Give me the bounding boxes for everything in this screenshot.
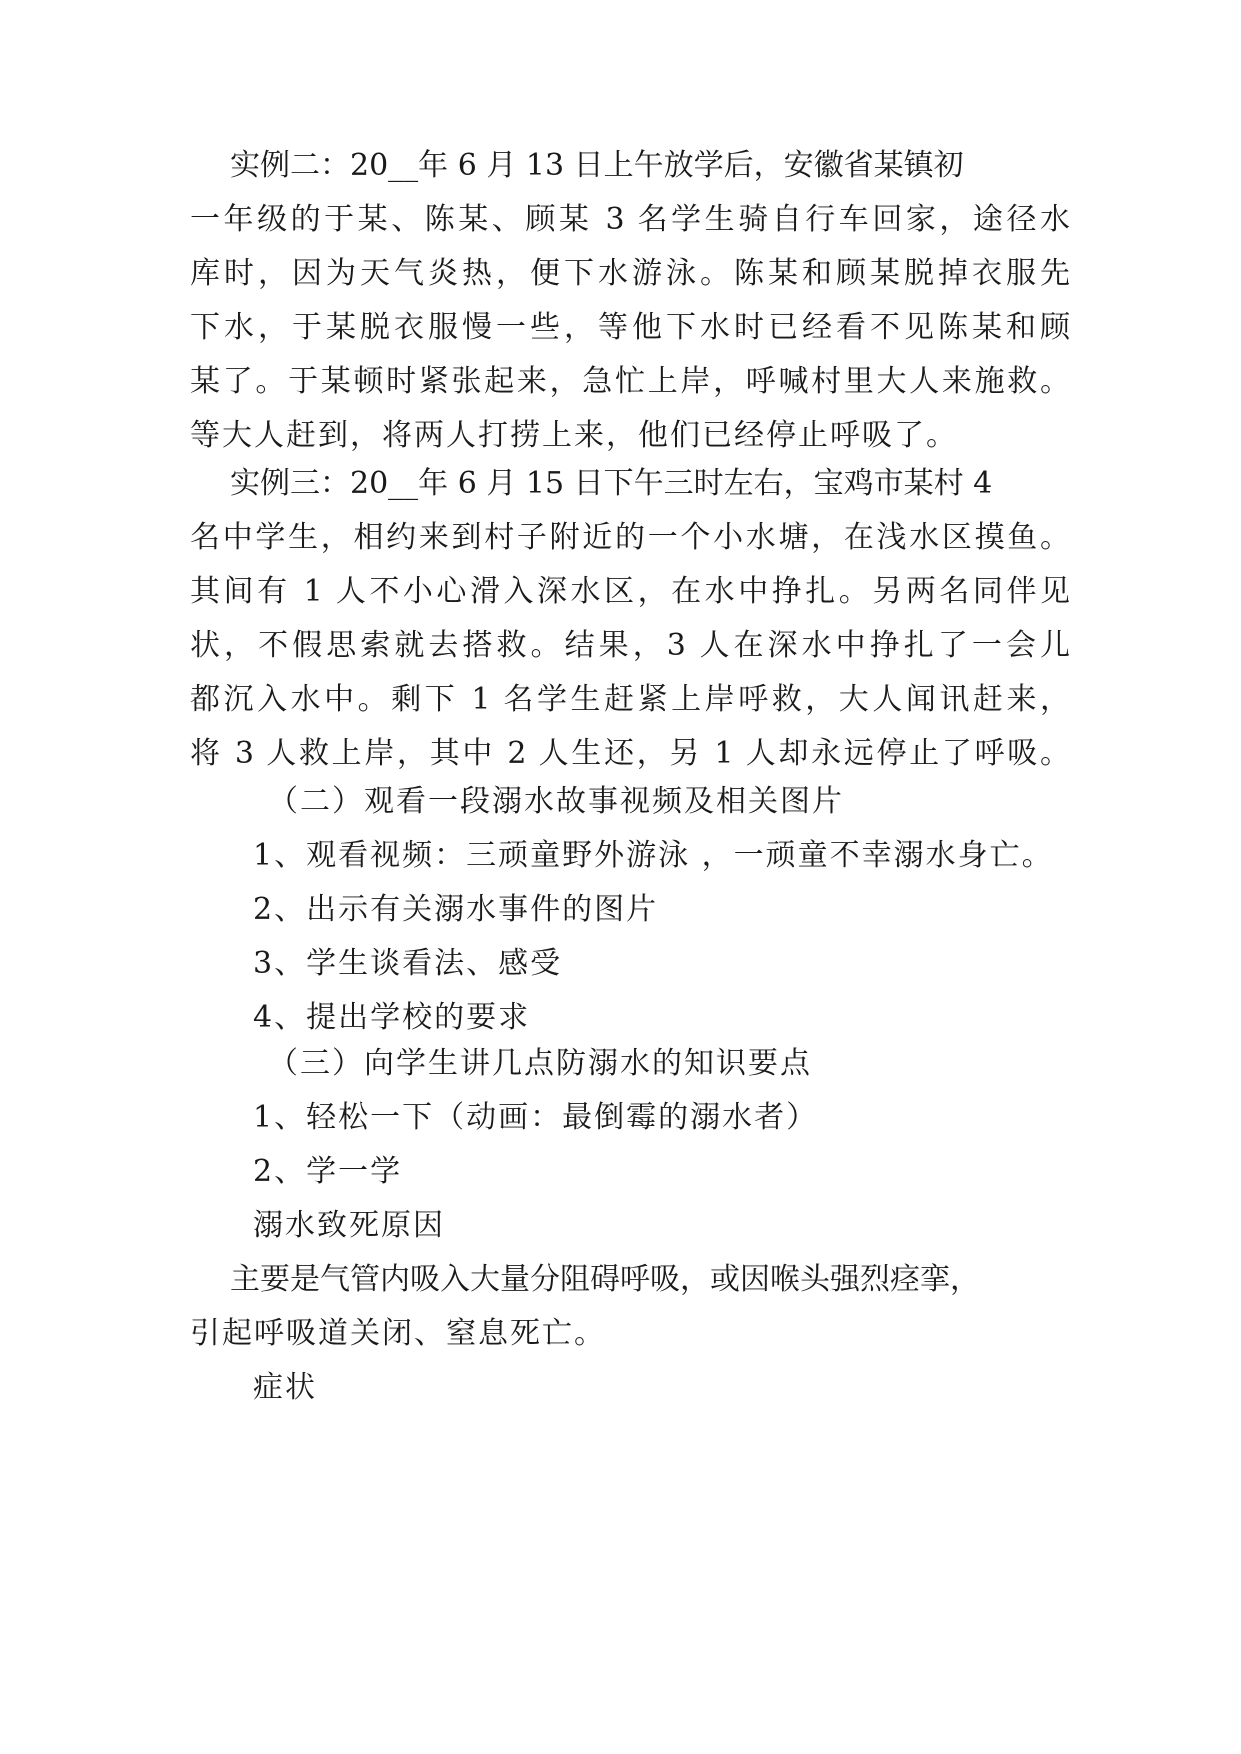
section-two-item-1: 1、观看视频：三顽童野外游泳 ，一顽童不幸溺水身亡。 [253,838,1054,873]
example3-line-1: 实例三：20__年 6 月 15 日下午三时左右，宝鸡市某村 4 [230,466,993,501]
example2-line-2: 一年级的于某、陈某、顾某 3 名学生骑自行车回家，途径水 [190,202,1070,237]
section-three-heading: （三）向学生讲几点防溺水的知识要点 [268,1046,812,1081]
section-three-item-1: 1、轻松一下（动画：最倒霉的溺水者） [253,1100,819,1135]
example2-line-1: 实例二：20__年 6 月 13 日上午放学后，安徽省某镇初 [230,148,964,183]
section-two-item-3: 3、学生谈看法、感受 [253,946,563,981]
section-three-item-2: 2、学一学 [253,1154,403,1189]
example3-line-2: 名中学生，相约来到村子附近的一个小水塘，在浅水区摸鱼。 [190,520,1070,555]
example2-line-4: 下水，于某脱衣服慢一些，等他下水时已经看不见陈某和顾 [190,310,1070,345]
example3-line-6: 将 3 人救上岸，其中 2 人生还，另 1 人却永远停止了呼吸。 [190,736,1070,771]
example3-line-5: 都沉入水中。剩下 1 名学生赶紧上岸呼救，大人闻讯赶来， [190,682,1070,717]
cause-heading: 溺水致死原因 [253,1208,445,1243]
section-two-item-4: 4、提出学校的要求 [253,1000,531,1035]
example2-line-3: 库时，因为天气炎热，便下水游泳。陈某和顾某脱掉衣服先 [190,256,1070,291]
example3-line-4: 状，不假思索就去搭救。结果，3 人在深水中挣扎了一会儿 [190,628,1070,663]
section-two-heading: （二）观看一段溺水故事视频及相关图片 [268,784,844,819]
example2-line-5: 某了。于某顿时紧张起来，急忙上岸，呼喊村里大人来施救。 [190,364,1070,399]
symptom-heading: 症状 [253,1370,317,1405]
cause-text-line-1: 主要是气管内吸入大量分阻碍呼吸，或因喉头强烈痉挛， [230,1262,980,1297]
section-two-item-2: 2、出示有关溺水事件的图片 [253,892,659,927]
cause-text-line-2: 引起呼吸道关闭、窒息死亡。 [190,1316,606,1351]
example2-line-6: 等大人赶到，将两人打捞上来，他们已经停止呼吸了。 [190,418,958,453]
example3-line-3: 其间有 1 人不小心滑入深水区，在水中挣扎。另两名同伴见 [190,574,1070,609]
